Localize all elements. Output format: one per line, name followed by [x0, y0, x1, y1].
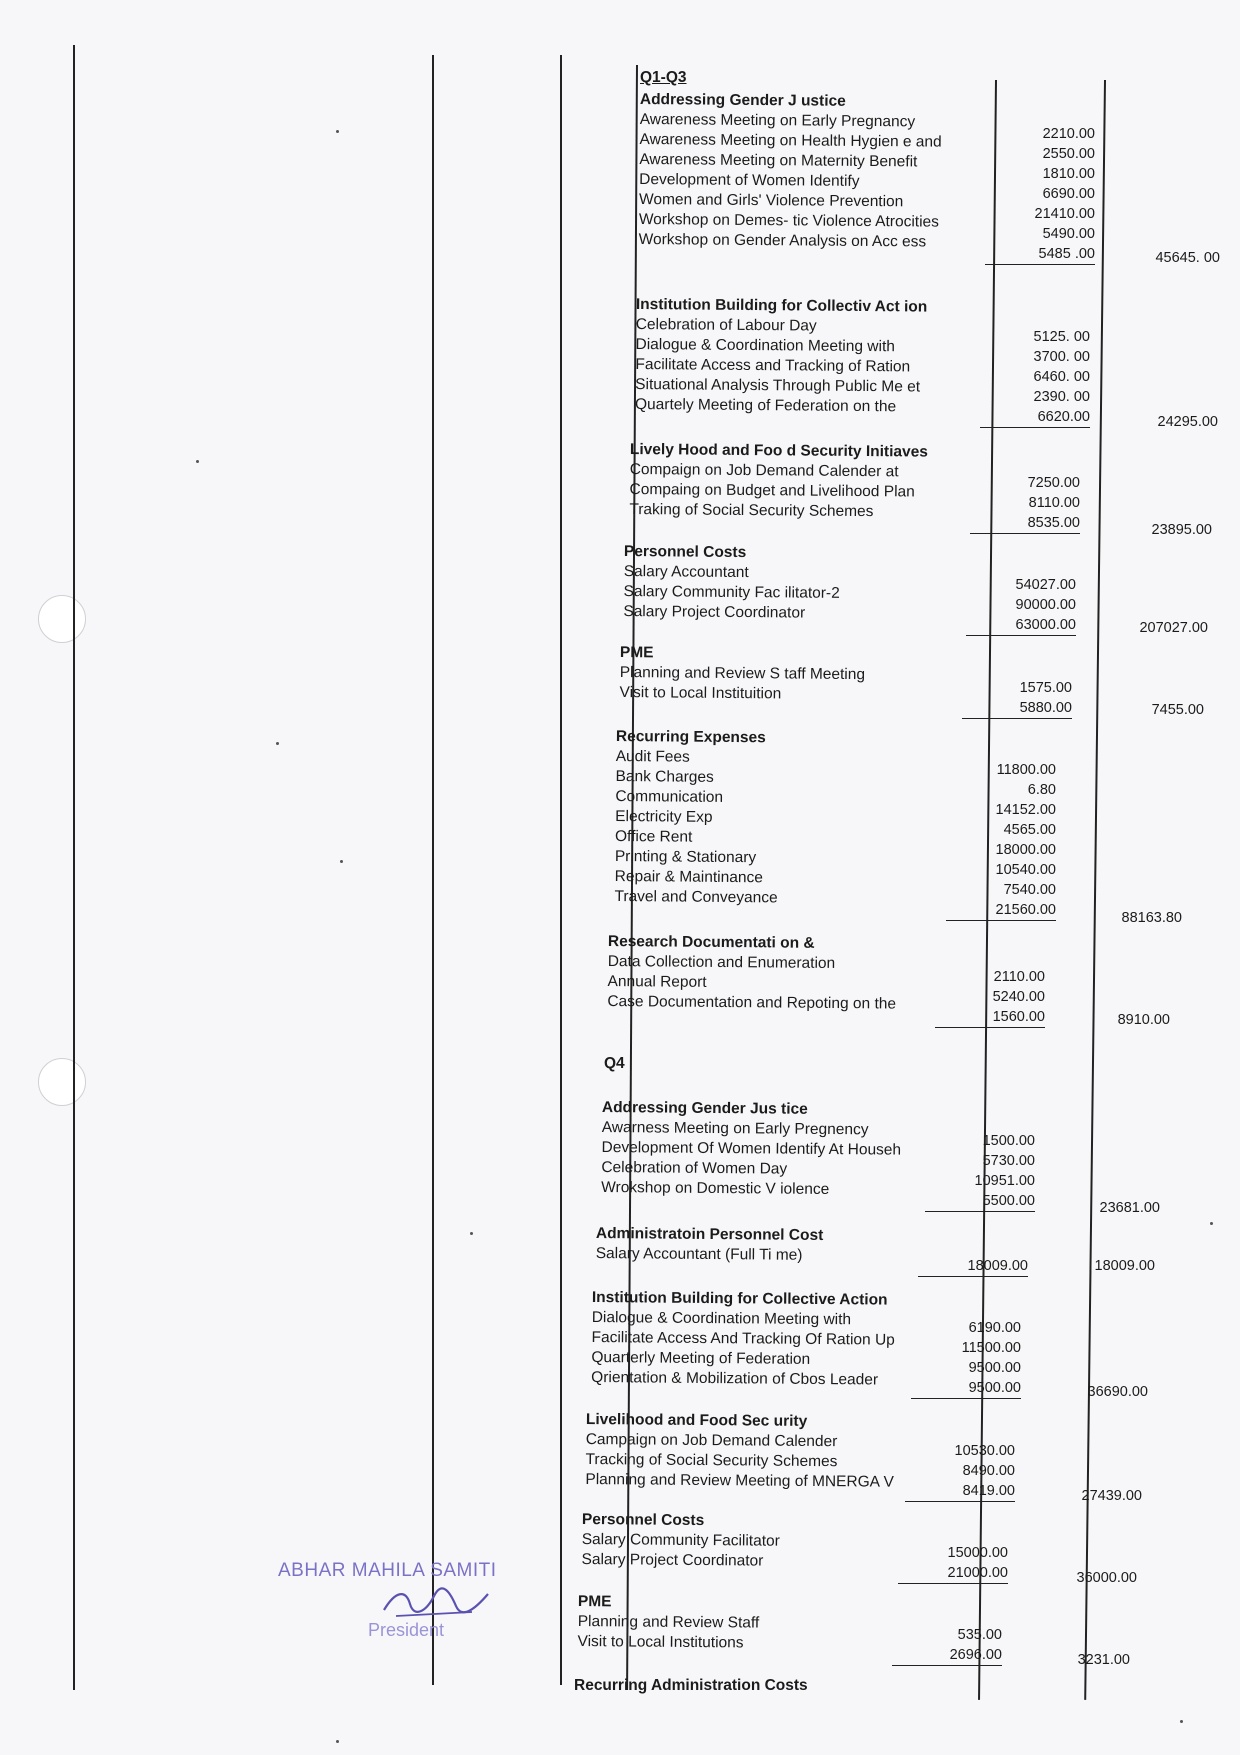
amount: 5125. 00: [1033, 329, 1090, 345]
section-total: 45645. 00: [1155, 250, 1220, 266]
line-item: Campaign on Job Demand Calender: [585, 1430, 838, 1451]
section-heading: PME: [619, 643, 654, 662]
line-item: Workshop on Demes- tic Violence Atrocities: [638, 210, 940, 231]
amount: 8419.00: [962, 1483, 1015, 1499]
line-item: Quartely Meeting of Federation on the: [634, 395, 897, 416]
section-heading: Lively Hood and Foo d Security Initiaves: [629, 440, 928, 461]
amount: 15000.00: [947, 1545, 1008, 1561]
speck: [340, 860, 343, 863]
section-total: 7455.00: [1151, 702, 1204, 718]
line-item: Dialogue & Coordination Meeting with: [591, 1308, 852, 1329]
amount: 6460. 00: [1033, 369, 1090, 385]
column-rule-2: [432, 55, 434, 1685]
binder-hole-top: [38, 595, 86, 643]
subtotal-rule: [911, 1398, 1021, 1399]
section-q1q3-2: [629, 440, 928, 523]
speck: [336, 130, 339, 133]
section-q1q3-0: [639, 90, 943, 253]
section-q4-2: [591, 1288, 895, 1391]
line-item: Compaign on Job Demand Calender at: [629, 460, 899, 481]
section-q1q3-5: [614, 727, 779, 908]
amount: 7250.00: [1027, 475, 1080, 491]
section-q4-5: [577, 1592, 759, 1654]
line-item: Dialogue & Coordination Meeting with: [635, 335, 895, 356]
section-heading: PME: [577, 1593, 612, 1611]
amount: 21560.00: [995, 902, 1056, 918]
line-item: Audit Fees: [615, 747, 690, 766]
amount: 2390. 00: [1033, 389, 1090, 405]
subtotal-rule: [962, 718, 1072, 719]
line-item: Visit to Local Institutions: [577, 1632, 744, 1652]
amount: 14152.00: [995, 802, 1056, 818]
line-item: Bank Charges: [615, 767, 714, 786]
section-q1q3-1: [635, 295, 927, 418]
subtotal-rule: [985, 264, 1095, 265]
amount: 7540.00: [1003, 882, 1056, 898]
amount: 2110.00: [993, 969, 1045, 985]
section-total: 27439.00: [1081, 1488, 1142, 1504]
section-heading: Addressing Gender J ustice: [639, 90, 846, 110]
amount: 6690.00: [1042, 186, 1095, 202]
line-item: Salary Accountant (Full Ti me): [595, 1244, 803, 1264]
amount: 18000.00: [995, 842, 1056, 858]
section-q1q3-6: [607, 932, 896, 1015]
amount: 9500.00: [968, 1380, 1021, 1396]
amount: 535.00: [957, 1627, 1002, 1643]
speck: [276, 742, 279, 745]
section-total: 36690.00: [1087, 1384, 1148, 1400]
amount: 18009.00: [967, 1258, 1028, 1274]
amount: 3700. 00: [1033, 349, 1090, 365]
subtotal-rule: [898, 1583, 1008, 1584]
line-item: Communication: [615, 787, 724, 806]
column-rule-1: [73, 45, 75, 1690]
section-total: 36000.00: [1076, 1570, 1137, 1586]
amount: 54027.00: [1015, 577, 1076, 593]
line-item: Compaing on Budget and Livelihood Plan: [629, 480, 915, 501]
amount: 10951.00: [974, 1173, 1035, 1189]
line-item: Awareness Meeting on Early Pregnancy: [639, 110, 916, 131]
speck: [336, 1740, 339, 1743]
section-heading: Institution Building for Collective Action: [591, 1289, 888, 1309]
section-total: 207027.00: [1139, 620, 1208, 636]
amount: 6.80: [1027, 782, 1056, 798]
amount: 2210.00: [1042, 126, 1095, 142]
line-item: Celebration of Women Day: [601, 1158, 788, 1178]
signature-mark: [376, 1582, 496, 1622]
amount: 90000.00: [1015, 597, 1076, 613]
amount: 6190.00: [968, 1320, 1021, 1336]
subtotal-rule: [946, 920, 1056, 921]
section-heading: Personnel Costs: [623, 542, 747, 562]
speck: [470, 1232, 473, 1235]
section-heading: Research Documentati on &: [607, 932, 815, 952]
section-heading: Institution Building for Collectiv Act ion: [635, 295, 928, 316]
line-item: Electricity Exp: [615, 807, 713, 826]
amount: 11800.00: [996, 762, 1056, 778]
amount: 9500.00: [968, 1360, 1021, 1376]
amount: 8110.00: [1028, 495, 1080, 511]
stamp-title: President: [368, 1620, 445, 1640]
amount: 63000.00: [1015, 617, 1076, 633]
line-item: Women and Girls' Violence Prevention: [638, 190, 904, 211]
section-heading: Personnel Costs: [581, 1511, 705, 1530]
amount: 6620.00: [1037, 409, 1090, 425]
amount: 4565.00: [1003, 822, 1056, 838]
section-q1q3-4: [619, 643, 865, 705]
line-item: Facilitate Access and Tracking of Ration: [635, 355, 911, 376]
amount: 5240.00: [992, 989, 1045, 1005]
section-total: 18009.00: [1094, 1258, 1155, 1274]
line-item: Repair & Maintinance: [614, 867, 763, 887]
section-q4-1: [596, 1224, 824, 1266]
section-total: 24295.00: [1157, 414, 1218, 430]
quarter-label-q1q3: Q1-Q3: [640, 69, 687, 86]
amount: 10540.00: [995, 862, 1056, 878]
section-q4-4: [581, 1510, 780, 1572]
line-item: Planning and Review Staff: [577, 1612, 760, 1632]
line-item: Qrientation & Mobilization of Cbos Leader: [591, 1368, 879, 1389]
section-heading: Livelihood and Food Sec urity: [585, 1411, 808, 1430]
section-q4-0: [601, 1098, 901, 1201]
binder-hole-bottom: [38, 1058, 86, 1106]
line-item: Salary Accountant: [623, 562, 749, 582]
subtotal-rule: [935, 1027, 1045, 1028]
line-item: Office Rent: [614, 827, 693, 846]
line-item: Printing & Stationary: [614, 847, 757, 867]
line-item: Workshop on Gender Analysis on Acc ess: [638, 230, 927, 251]
amount: 8535.00: [1027, 515, 1080, 531]
amount: 2550.00: [1042, 146, 1095, 162]
line-item: Planning and Review Meeting of MNERGA V: [585, 1470, 894, 1491]
amount: 1560.00: [992, 1009, 1045, 1025]
subtotal-rule: [918, 1276, 1028, 1277]
line-item: Data Collection and Enumeration: [607, 952, 836, 972]
subtotal-rule: [980, 427, 1090, 428]
subtotal-rule: [892, 1665, 1002, 1666]
line-item: Celebration of Labour Day: [635, 315, 817, 335]
amount: 5490.00: [1042, 226, 1095, 242]
line-item: Salary Project Coordinator: [581, 1550, 764, 1570]
line-item: Development Of Women Identify At Househ: [601, 1138, 902, 1159]
speck: [196, 460, 199, 463]
section-heading: Addressing Gender Jus tice: [601, 1099, 808, 1118]
amount: 5485 .00: [1038, 246, 1095, 262]
subtotal-rule: [970, 533, 1080, 534]
line-item: Salary Project Coordinator: [623, 602, 806, 622]
line-item: Annual Report: [607, 972, 707, 991]
amount: 2696.00: [949, 1647, 1002, 1663]
line-item: Traking of Social Security Schemes: [629, 500, 874, 521]
line-item: Wrokshop on Domestic V iolence: [601, 1178, 830, 1198]
column-rule-6: [1084, 80, 1106, 1700]
amount: 5880.00: [1019, 700, 1072, 716]
line-item: Salary Community Facilitator: [581, 1530, 780, 1550]
amount: 21410.00: [1034, 206, 1095, 222]
amount: 21000.00: [947, 1565, 1008, 1581]
section-heading: Recurring Expenses: [615, 727, 766, 747]
section-heading: Administratoin Personnel Cost: [595, 1225, 824, 1244]
line-item: Situational Analysis Through Public Me et: [635, 375, 921, 396]
line-item: Awareness Meeting on Health Hygien e and: [639, 130, 942, 151]
amount: 5730.00: [982, 1153, 1035, 1169]
line-item: Case Documentation and Repoting on the: [607, 992, 897, 1013]
line-item: Tracking of Social Security Schemes: [585, 1450, 838, 1471]
line-item: Awarness Meeting on Early Pregnency: [601, 1118, 869, 1139]
line-item: Visit to Local Instituition: [619, 683, 782, 703]
line-item: Awareness Meeting on Maternity Benefit: [639, 150, 918, 171]
subtotal-rule: [905, 1501, 1015, 1502]
line-item: Development of Women Identify: [639, 170, 860, 190]
speck: [1180, 1720, 1183, 1723]
quarter-label-q4: Q4: [604, 1055, 625, 1072]
subtotal-rule: [966, 635, 1076, 636]
line-item: Quarterly Meeting of Federation: [591, 1348, 811, 1368]
line-item: Travel and Conveyance: [614, 887, 778, 907]
amount: 1500.00: [982, 1133, 1035, 1149]
section-q1q3-3: [623, 542, 840, 624]
amount: 1810.00: [1042, 166, 1095, 182]
amount: 11500.00: [961, 1340, 1021, 1356]
section-total: 88163.80: [1121, 910, 1182, 926]
amount: 1575.00: [1019, 680, 1072, 696]
organisation-stamp: [278, 1560, 558, 1641]
amount: 10530.00: [954, 1443, 1015, 1459]
stamp-org-name: ABHAR MAHILA SAMITI: [278, 1560, 497, 1581]
column-rule-3: [560, 55, 562, 1685]
subtotal-rule: [925, 1211, 1035, 1212]
line-item: Facilitate Access And Tracking Of Ration Up: [591, 1328, 895, 1349]
line-item: Salary Community Fac ilitator-2: [623, 582, 840, 602]
section-total: 23895.00: [1151, 522, 1212, 538]
line-item: Planning and Review S taff Meeting: [619, 663, 866, 684]
amount: 5500.00: [982, 1193, 1035, 1209]
section-q4-3: [585, 1410, 894, 1493]
speck: [1210, 1222, 1213, 1225]
section-total: 8910.00: [1117, 1012, 1170, 1028]
amount: 8490.00: [962, 1463, 1015, 1479]
trailing-section-heading: Recurring Administration Costs: [574, 1677, 808, 1694]
section-total: 3231.00: [1077, 1652, 1130, 1668]
section-total: 23681.00: [1099, 1200, 1160, 1216]
